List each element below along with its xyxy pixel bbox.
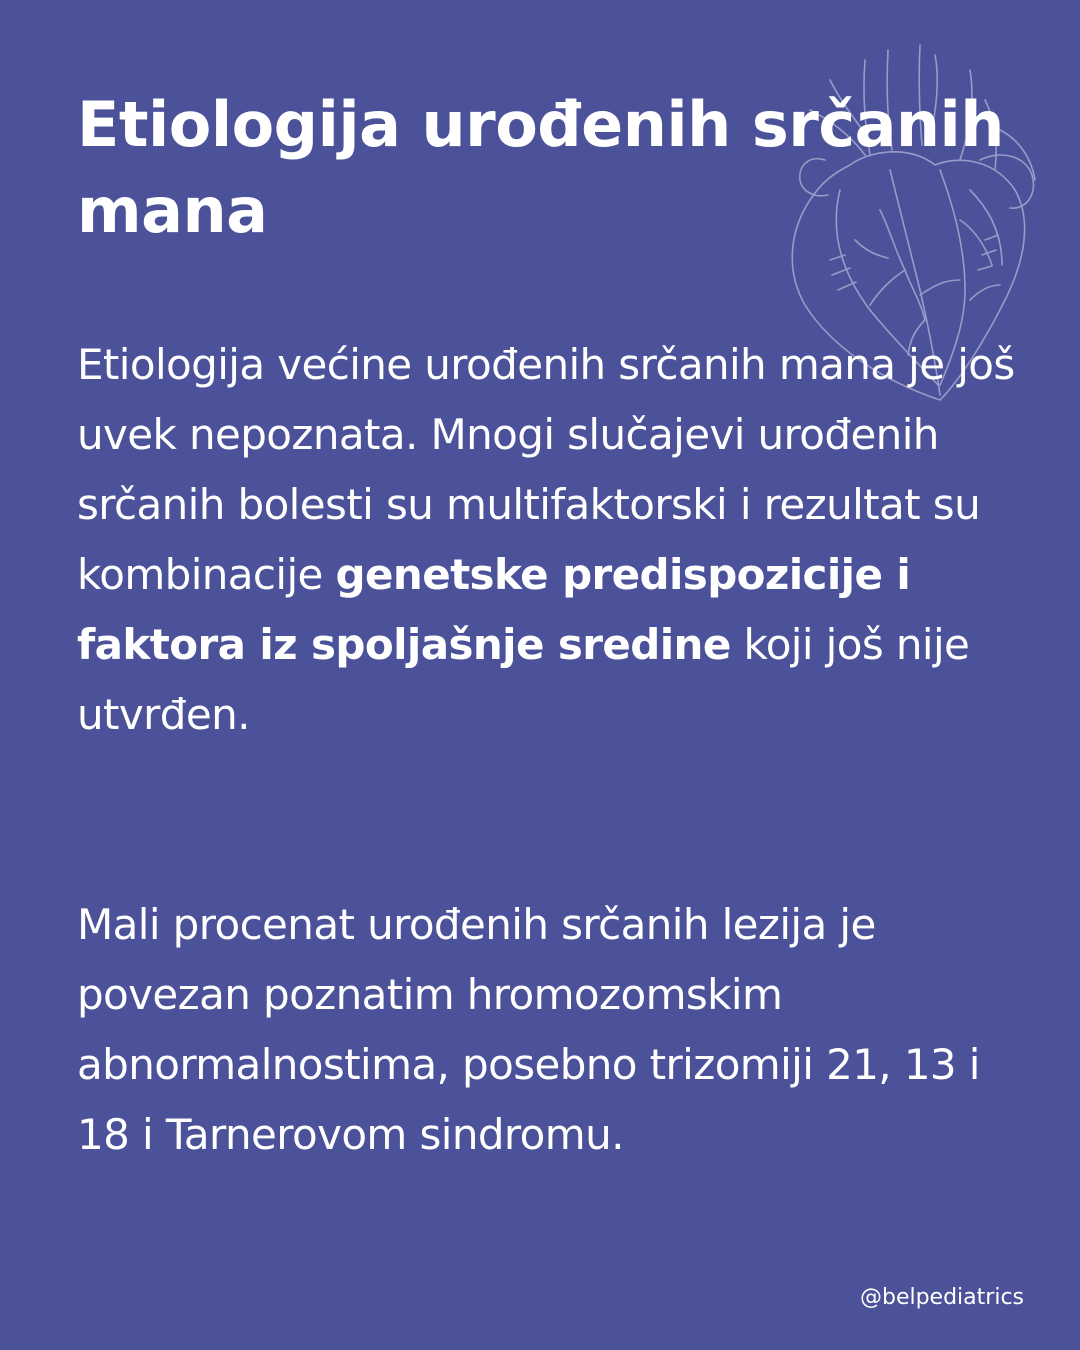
page-title: Etiologija urođenih srčanih mana — [77, 88, 1004, 247]
paragraph-etiology-text-end: koji još nije utvrđen. — [77, 620, 970, 739]
paragraph-etiology-emphasis: genetske predispozicije i faktora iz spoljašnje sredine — [77, 550, 911, 669]
paragraph-etiology — [77, 330, 1027, 750]
paragraph-etiology-text-start: Etiologija većine urođenih srčanih mana je još uvek nepoznata. Mnogi slučajevi urođenih srčanih bolesti su multifaktorski i rezultat su kombinacije — [77, 340, 1015, 599]
paragraph-chromosomal: Mali procenat urođenih srčanih lezija je povezan poznatim hromozomskim abnormalnostima, posebno trizomiji 21, 13 i 18 i Tarnerovom sindromu. — [77, 900, 980, 1159]
social-handle: @belpediatrics — [859, 1285, 1024, 1310]
